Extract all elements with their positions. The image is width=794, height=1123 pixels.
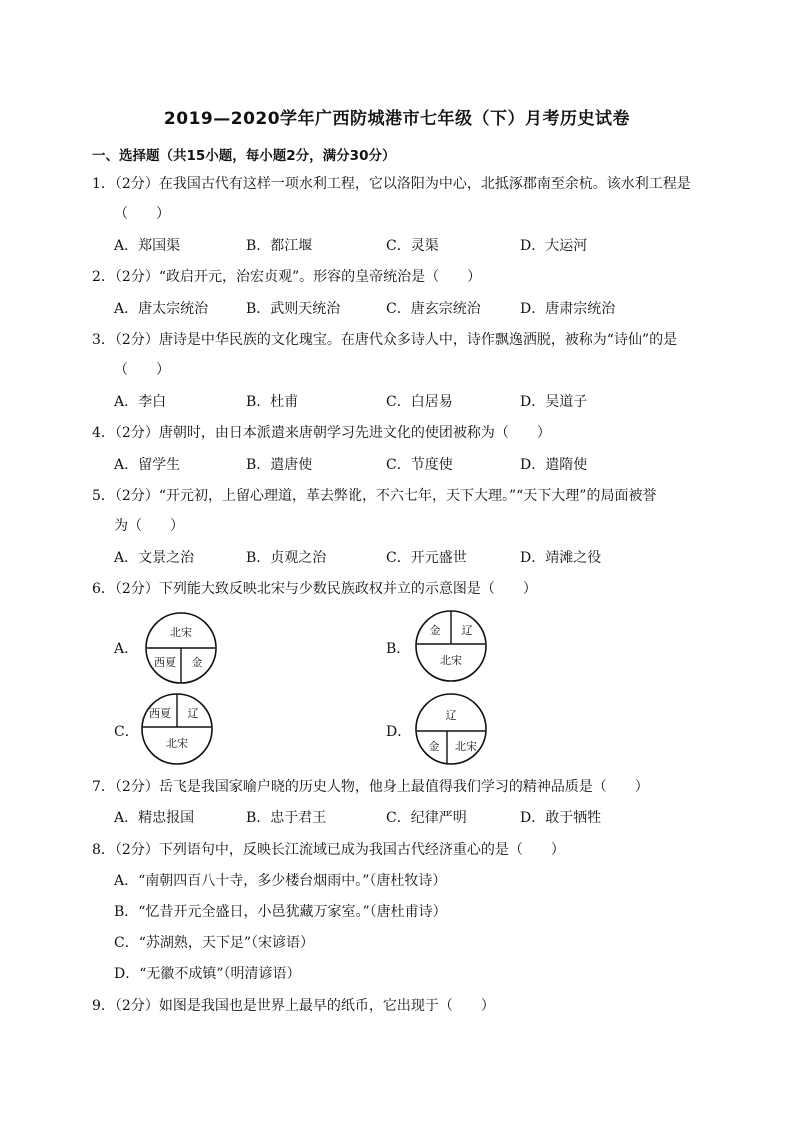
question-8-option-d: D．“无徽不成镇”（明清谚语） bbox=[114, 966, 301, 982]
question-4-option-c: C．节度使 bbox=[386, 457, 453, 473]
question-6-label-a: A． bbox=[114, 641, 139, 657]
question-3-blank: （ ） bbox=[114, 362, 170, 378]
question-8-option-c: C．“苏湖熟，天下足”（宋谚语） bbox=[114, 935, 315, 951]
question-3-option-b: B．杜甫 bbox=[246, 394, 299, 410]
diagram-c-top-right-label: 辽 bbox=[187, 707, 199, 720]
exam-title: 2019—2020学年广西防城港市七年级（下）月考历史试卷 bbox=[163, 109, 631, 129]
question-2-option-a: A．唐太宗统治 bbox=[114, 301, 209, 317]
question-7-text: 7．（2分）岳飞是我国家喻户晓的历史人物，他身上最值得我们学习的精神品质是（ ） bbox=[92, 779, 649, 795]
question-5-text: 5．（2分）“开元初，上留心理道，革去弊讹，不六七年，天下大理。”“天下大理”的局面被誉 bbox=[92, 488, 657, 504]
question-6-label-c: C． bbox=[114, 724, 139, 740]
diagram-a-bottom-right-label: 金 bbox=[191, 656, 203, 669]
question-3-option-c: C．白居易 bbox=[386, 394, 453, 410]
diagram-d-top-label: 辽 bbox=[445, 709, 457, 722]
question-8-option-b: B．“忆昔开元全盛日，小邑犹藏万家室。”（唐杜甫诗） bbox=[114, 904, 447, 920]
question-7-option-a: A．精忠报国 bbox=[114, 810, 195, 826]
question-7-option-b: B．忠于君王 bbox=[246, 810, 327, 826]
diagram-b-bottom-label: 北宋 bbox=[440, 654, 462, 667]
question-5-blank: 为（ ） bbox=[114, 518, 184, 534]
question-4-option-a: A．留学生 bbox=[114, 457, 181, 473]
question-4-text: 4．（2分）唐朝时，由日本派遣来唐朝学习先进文化的使团被称为（ ） bbox=[92, 425, 551, 441]
diagram-b bbox=[413, 608, 489, 684]
diagram-a-top-label: 北宋 bbox=[170, 626, 192, 639]
question-3-option-a: A．李白 bbox=[114, 394, 167, 410]
question-7-option-d: D．敢于牺牲 bbox=[520, 810, 602, 826]
diagram-b-top-right-label: 辽 bbox=[461, 624, 473, 637]
question-6-label-d: D． bbox=[386, 724, 412, 740]
diagram-d bbox=[413, 691, 489, 767]
question-5-option-b: B．贞观之治 bbox=[246, 550, 327, 566]
question-3-option-d: D．吴道子 bbox=[520, 394, 588, 410]
question-2-option-c: C．唐玄宗统治 bbox=[386, 301, 481, 317]
question-6-text: 6．（2分）下列能大致反映北宋与少数民族政权并立的示意图是（ ） bbox=[92, 581, 537, 597]
question-5-option-c: C．开元盛世 bbox=[386, 550, 467, 566]
question-4-option-d: D．遣隋使 bbox=[520, 457, 588, 473]
question-9-text: 9．（2分）如图是我国也是世界上最早的纸币，它出现于（ ） bbox=[92, 998, 495, 1014]
diagram-a-bottom-left-label: 西夏 bbox=[154, 656, 176, 669]
diagram-c-bottom-label: 北宋 bbox=[166, 737, 188, 750]
question-1-option-d: D．大运河 bbox=[520, 238, 588, 254]
diagram-a bbox=[143, 610, 219, 686]
question-8-option-a: A．“南朝四百八十寺，多少楼台烟雨中。”（唐杜牧诗） bbox=[114, 873, 447, 889]
question-1-option-a: A．郑国渠 bbox=[114, 238, 181, 254]
question-3-text: 3．（2分）唐诗是中华民族的文化瑰宝。在唐代众多诗人中，诗作飘逸洒脱，被称为“诗仙”的是 bbox=[92, 332, 678, 348]
question-7-option-c: C．纪律严明 bbox=[386, 810, 467, 826]
diagram-d-bottom-left-label: 金 bbox=[428, 740, 440, 753]
diagram-b-top-left-label: 金 bbox=[429, 624, 441, 637]
diagram-c bbox=[139, 691, 215, 767]
section-heading: 一、选择题（共15小题，每小题2分，满分30分） bbox=[92, 148, 396, 164]
question-5-option-d: D．靖滩之役 bbox=[520, 550, 602, 566]
question-1-option-c: C．灵渠 bbox=[386, 238, 439, 254]
question-5-option-a: A．文景之治 bbox=[114, 550, 195, 566]
diagram-d-bottom-right-label: 北宋 bbox=[455, 740, 477, 753]
question-8-text: 8．（2分）下列语句中，反映长江流域已成为我国古代经济重心的是（ ） bbox=[92, 842, 565, 858]
question-2-option-b: B．武则天统治 bbox=[246, 301, 341, 317]
question-1-blank: （ ） bbox=[114, 206, 170, 222]
diagram-c-top-left-label: 西夏 bbox=[149, 707, 171, 720]
question-4-option-b: B．遣唐使 bbox=[246, 457, 313, 473]
question-6-label-b: B． bbox=[386, 641, 411, 657]
question-2-text: 2．（2分）“政启开元，治宏贞观”。形容的皇帝统治是（ ） bbox=[92, 269, 482, 285]
question-1-option-b: B．都江堰 bbox=[246, 238, 313, 254]
question-1-text: 1．（2分）在我国古代有这样一项水利工程，它以洛阳为中心，北抵涿郡南至余杭。该水利工程是 bbox=[92, 176, 691, 192]
question-2-option-d: D．唐肃宗统治 bbox=[520, 301, 616, 317]
